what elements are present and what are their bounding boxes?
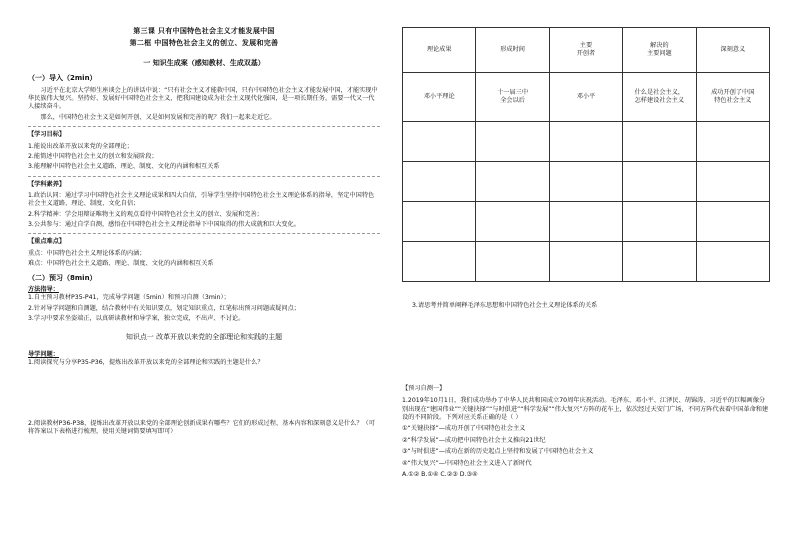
table-header-row — [403, 28, 770, 73]
literacy-item: 2.科学精神：学会用辩证唯物主义的观点看待中国特色社会主义的创立、发展和完善； — [28, 210, 263, 218]
keypoints-label: 【重点难点】 — [28, 238, 66, 246]
table-row — [403, 202, 770, 242]
answer-space[interactable] — [28, 370, 380, 420]
table-row — [403, 162, 770, 202]
goal-item: 1.能说出改革开放以来党的全部理论； — [28, 142, 133, 150]
table-cell-blank[interactable] — [476, 162, 549, 202]
literacy-item: 1.政治认同：通过学习中国特色社会主义理论成果和四大自信，引导学生坚持中国特色社会主义理论体系的指导，坚定中国特色社会主义道路、理论、制度、文化自信； — [28, 191, 375, 208]
divider — [28, 233, 380, 234]
divider — [28, 126, 380, 127]
exercise-label: 【预习自测一】 — [402, 385, 446, 392]
keypoint-item: 重点：中国特色社会主义理论体系的内涵； — [28, 249, 146, 257]
intro-paragraph: 那么，中国特色社会主义是如何开创、又是如何发展和完善的呢？我们一起来走近它。 — [40, 113, 276, 121]
literacy-item: 3.公共参与：通过自学自测，感悟在中国特色社会主义理论指导下中国取得的伟大成就和巨大变化。 — [28, 221, 300, 229]
exercise-stem: 1.2019年10月1日，我们成功举办了中华人民共和国成立70周年庆祝活动。毛泽东、邓小平、江泽民、胡锦涛、习近平的巨幅画像分别出现在“建国伟业”“关键抉择”“与时俱进”“科学发展”“伟大复兴”方阵的花车上，依次经过天安门广场，不同方阵代表着中国革命和建设的不同阶段。下列对应关系正确的是（ ） — [402, 397, 769, 422]
question-3: 3.请思考并简单阐释毛泽东思想和中国特色社会主义理论体系的关系 — [412, 302, 598, 309]
table-header-cell: 理论成果 — [403, 28, 476, 73]
table-cell-blank[interactable] — [549, 162, 622, 202]
table-cell-blank[interactable] — [403, 202, 476, 242]
goal-item: 2.能简述中国特色社会主义的创立和发展阶段； — [28, 152, 158, 160]
table-cell-blank[interactable] — [623, 162, 696, 202]
section-title: 一 知识生成案（感知教材、生成双基） — [143, 58, 265, 67]
method-label: 方法指导： — [28, 285, 59, 293]
table-row — [403, 73, 770, 122]
literacy-label: 【学科素养】 — [28, 180, 66, 188]
lesson-subtitle: 第二框 中国特色社会主义的创立、发展和完善 — [129, 39, 279, 48]
table-header-cell: 主要 开创者 — [549, 28, 622, 73]
method-item: 2.针对导学问题和自测题，结合教材中有关知识要点，划定知识重点，红笔标出预习问题或疑问点； — [28, 304, 300, 312]
left-column — [28, 27, 380, 438]
table-cell-blank[interactable] — [623, 202, 696, 242]
exercise-answers[interactable]: A.①② B.①④ C.②③ D.③④ — [402, 470, 478, 478]
table-cell-blank[interactable] — [696, 202, 769, 242]
method-item: 1.自主预习教材P35-P41，完成导学问题（5min）和预习自测（3min）； — [28, 294, 230, 302]
method-item: 3.学习中要求坐姿端正，以真研读教材和导学案，独立完成，不出声、不讨论。 — [28, 315, 245, 323]
guide-label: 导学问题： — [28, 350, 59, 358]
right-column — [402, 27, 770, 310]
guide-question: 1.阅读探究与分享P35-P36，提炼出改革开放以来党的全部理论和实践的主题是什么？ — [28, 359, 264, 367]
knowledge-point-title: 知识点一 改革开放以来党的全部理论和实践的主题 — [125, 333, 283, 342]
table-cell-blank[interactable] — [403, 122, 476, 162]
table-row — [403, 242, 770, 282]
table-header-cell: 深刻意义 — [696, 28, 769, 73]
table-header-cell: 解决的 主要问题 — [623, 28, 696, 73]
table-cell-blank[interactable] — [549, 122, 622, 162]
intro-paragraph: 习近平在北京大学师生座谈会上的讲话中说：“只有社会主义才能救中国，只有中国特色社会主义才能发展中国，才能实现中华民族伟大复兴。坚持好、发展好中国特色社会主义，把我国建设成为社会主义现代化强国，是一项长期任务，需要一代又一代人接续奋斗。 — [28, 86, 378, 111]
table-row — [403, 122, 770, 162]
table-cell-blank[interactable] — [696, 242, 769, 282]
table-cell-blank[interactable] — [549, 202, 622, 242]
table-cell-blank[interactable] — [696, 162, 769, 202]
table-cell-blank[interactable] — [476, 122, 549, 162]
divider — [28, 176, 380, 177]
table-cell-blank[interactable] — [696, 122, 769, 162]
table-cell-blank[interactable] — [403, 242, 476, 282]
table-cell: 邓小平理论 — [403, 73, 476, 122]
exercise-option: ④“伟大复兴”—中国特色社会主义进入了新时代 — [402, 459, 532, 467]
theory-table — [402, 27, 770, 282]
preview-heading: （二）预习（8min） — [28, 273, 97, 282]
table-cell-blank[interactable] — [623, 242, 696, 282]
goal-item: 3.能理解中国特色社会主义道路、理论、制度、文化的内涵和相互关系 — [28, 163, 220, 171]
table-header-cell: 形成时间 — [476, 28, 549, 73]
exercise-block — [402, 385, 770, 482]
table-cell-blank[interactable] — [476, 242, 549, 282]
guide-question: 2.阅读教材P36-P38，提炼出改革开放以来党的全部理论创新成果有哪些？它们的形成过程、基本内容和深刻意义是什么？（可将答案以下表格进行梳理，使用关键词简要填写即可） — [28, 419, 375, 435]
lesson-title: 第三课 只有中国特色社会主义才能发展中国 — [133, 27, 275, 35]
intro-heading: （一）导入（2min） — [28, 74, 97, 83]
table-cell-blank[interactable] — [476, 202, 549, 242]
table-cell-blank[interactable] — [549, 242, 622, 282]
table-cell-blank[interactable] — [623, 122, 696, 162]
goals-label: 【学习目标】 — [28, 131, 66, 139]
exercise-option: ②“科学发展”—成功把中国特色社会主义推向21世纪 — [402, 436, 546, 444]
table-cell-blank[interactable] — [403, 162, 476, 202]
exercise-option: ③“与时俱进”—成功在新的历史起点上坚持和发展了中国特色社会主义 — [402, 448, 594, 456]
exercise-option: ①“关键抉择”—成功开创了中国特色社会主义 — [402, 425, 526, 433]
table-cell: 什么是社会主义， 怎样建设社会主义 — [623, 73, 696, 122]
table-cell: 十一届三中 全会以后 — [476, 73, 549, 122]
table-cell: 邓小平 — [549, 73, 622, 122]
table-cell: 成功开创了中国 特色社会主义 — [696, 73, 769, 122]
keypoint-item: 难点：中国特色社会主义道路、理论、制度、文化的内涵和相互关系 — [28, 260, 214, 268]
